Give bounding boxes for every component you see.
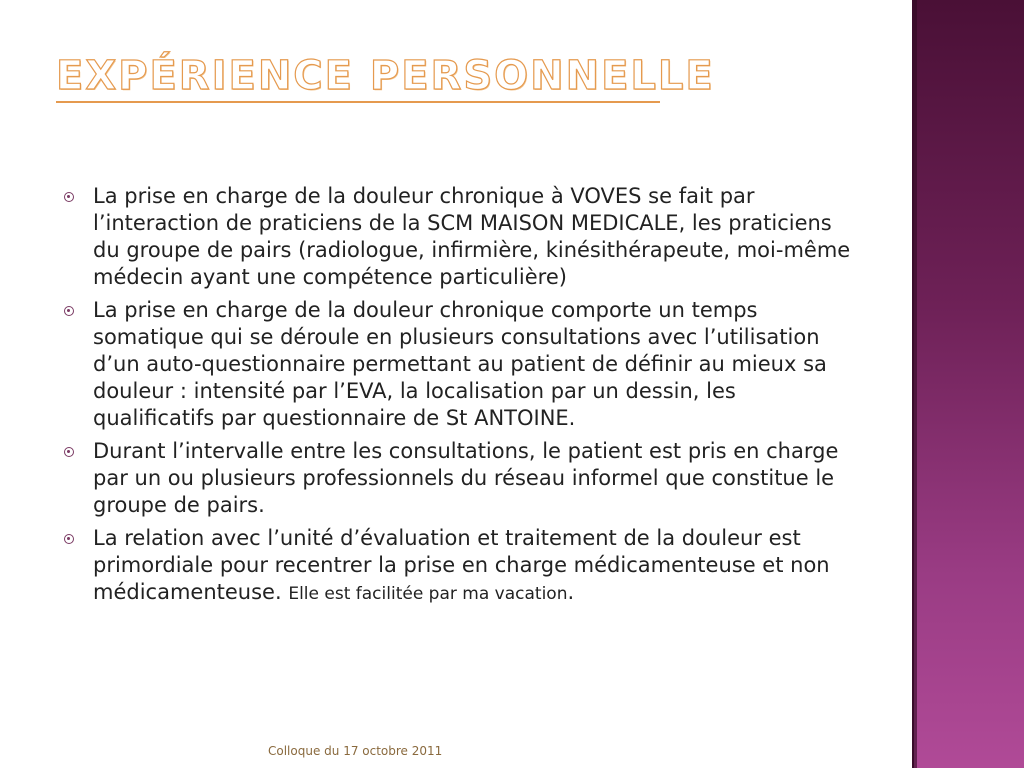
slide-title: EXPÉRIENCE PERSONNELLE	[56, 53, 715, 99]
bullet-text: La relation avec l’unité d’évaluation et traitement de la douleur est primordiale pour recentrer la prise en charge médicamenteuse et non médicamenteuse.	[93, 526, 830, 604]
bullet-list	[58, 183, 858, 614]
bullet-small-text: Elle est facilitée par ma vacation	[288, 584, 568, 604]
bullet-text: Durant l’intervalle entre les consultations, le patient est pris en charge par un ou plusieurs professionnels du réseau informel que constitue le groupe de pairs.	[93, 439, 839, 517]
title-underline	[56, 101, 660, 103]
footer-date: Colloque du 17 octobre 2011	[268, 744, 443, 758]
bullet-item	[58, 297, 858, 432]
circled-dot-icon	[64, 447, 74, 457]
bullet-text: La prise en charge de la douleur chronique à VOVES se fait par l’interaction de praticiens de la SCM MAISON MEDICALE, les praticiens du groupe de pairs (radiologue, infirmière, kinésithérapeute, moi-même médecin ayant une compétence particulière)	[93, 184, 851, 289]
circled-dot-icon	[64, 192, 74, 202]
bullet-text: La prise en charge de la douleur chronique comporte un temps somatique qui se déroule en plusieurs consultations avec l’utilisation d’un auto-questionnaire permettant au patient de définir au mieux sa douleur : intensité par l’EVA, la localisation par un dessin, les qualificatifs par questionnaire de St ANTOINE.	[93, 298, 827, 430]
bullet-item	[58, 438, 858, 519]
bullet-item	[58, 183, 858, 291]
decorative-side-panel	[912, 0, 1024, 768]
circled-dot-icon	[64, 534, 74, 544]
bullet-end-punctuation: .	[567, 580, 575, 604]
bullet-item	[58, 525, 858, 608]
circled-dot-icon	[64, 306, 74, 316]
